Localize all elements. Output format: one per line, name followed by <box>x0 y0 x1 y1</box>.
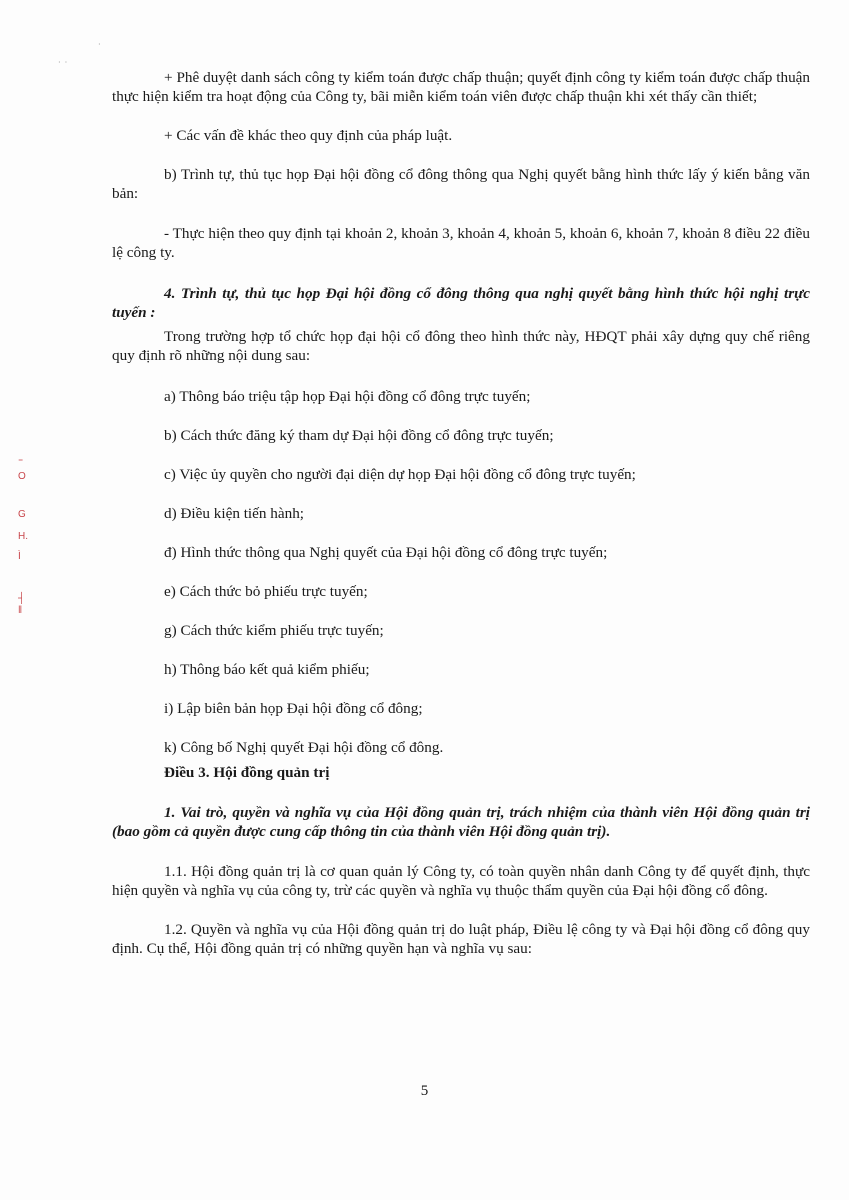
list-item: e) Cách thức bỏ phiếu trực tuyến; <box>164 583 368 600</box>
list-item: a) Thông báo triệu tập họp Đại hội đồng cổ đông trực tuyến; <box>164 388 531 405</box>
paragraph-clause-reference: - Thực hiện theo quy định tại khoản 2, khoản 3, khoản 4, khoản 5, khoản 6, khoản 7, khoản 8 điều 22 điều lệ công ty. <box>112 225 810 261</box>
online-meeting-requirements-list <box>112 387 810 757</box>
paragraph-online-meeting-intro: Trong trường hợp tổ chức họp đại hội cổ đông theo hình thức này, HĐQT phải xây dựng quy chế riêng quy định rõ những nội dung sau: <box>112 328 810 364</box>
paragraph-written-opinion-procedure: b) Trình tự, thủ tục họp Đại hội đồng cổ đông thông qua Nghị quyết bằng hình thức lấy ý kiến bằng văn bản: <box>112 166 810 202</box>
paragraph-other-matters: + Các vấn đề khác theo quy định của pháp luật. <box>164 127 453 144</box>
paragraph-board-rights: 1.2. Quyền và nghĩa vụ của Hội đồng quản trị do luật pháp, Điều lệ công ty và Đại hội đồng cổ đông quy định. Cụ thể, Hội đồng quản trị có những quyền hạn và nghĩa vụ sau: <box>112 921 810 957</box>
page-number: 5 <box>420 1083 429 1099</box>
list-item: i) Lập biên bản họp Đại hội đồng cổ đông; <box>164 700 423 717</box>
document-body <box>112 68 810 958</box>
paragraph-board-definition: 1.1. Hội đồng quản trị là cơ quan quản lý Công ty, có toàn quyền nhân danh Công ty để quyết định, thực hiện quyền và nghĩa vụ của công ty, trừ các quyền và nghĩa vụ thuộc thẩm quyền của Đại hội đồng cổ đông. <box>112 863 810 899</box>
list-item: d) Điều kiện tiến hành; <box>164 505 305 522</box>
list-item: c) Việc ủy quyền cho người đại diện dự họp Đại hội đồng cổ đông trực tuyến; <box>164 466 636 483</box>
article-heading-board: Điều 3. Hội đồng quản trị <box>164 764 330 781</box>
list-item: g) Cách thức kiểm phiếu trực tuyến; <box>164 622 384 639</box>
section-heading-online-meeting: 4. Trình tự, thủ tục họp Đại hội đồng cổ đông thông qua nghị quyết bằng hình thức hội nghị trực tuyến : <box>112 285 810 321</box>
list-item: h) Thông báo kết quả kiểm phiếu; <box>164 661 370 678</box>
list-item: k) Công bố Nghị quyết Đại hội đồng cổ đông. <box>164 739 444 756</box>
scan-artifact: · · <box>58 58 68 67</box>
list-item: đ) Hình thức thông qua Nghị quyết của Đại hội đồng cổ đông trực tuyến; <box>164 544 608 561</box>
list-item: b) Cách thức đăng ký tham dự Đại hội đồng cổ đông trực tuyến; <box>164 427 554 444</box>
document-page: · · · ⁼ O G H. Ì ┤ ‖ + Phê duyệt danh sách công ty kiểm toán được chấp thuận; quyết định công ty kiểm toán được chấp thuận thực hiện kiểm tra hoạt động của Công ty, bãi miễn kiểm toán viên được chấp thuận khi xét thấy cần thiết; + Các vấn đề khác theo quy định của pháp luật. b) Trình tự, thủ tục họp Đại hội đồng cổ đông thông qua Nghị quyết bằng hình thức lấy ý kiến bằng văn bản: - Thực hiện theo quy định tại khoản 2, khoản 3, khoản 4, khoản 5, khoản 6, khoản 7, khoản 8 điều 22 điều lệ công ty. 4. Trình tự, thủ tục họp Đại hội đồng cổ đông thông qua nghị quyết bằng hình thức hội nghị trực tuyến : Trong trường hợp tổ chức họp đại hội cổ đông theo hình thức này, HĐQT phải xây dựng quy chế riêng quy định rõ những nội dung sau: a) Thông báo triệu tập họp Đại hội đồng cổ đông trực tuyến; b) Cách thức đăng ký tham dự Đại hội đồng cổ đông trực tuyến; c) Việc ủy quyền cho người đại diện dự họp Đại hội đồng cổ đông trực tuyến; d) Điều kiện tiến hành; đ) Hình thức thông qua Nghị quyết của Đại hội đồng cổ đông trực tuyến; e) Cách thức bỏ phiếu trực tuyến; g) Cách thức kiểm phiếu trực tuyến; h) Thông báo kết quả kiểm phiếu; i) Lập biên bản họp Đại hội đồng cổ đông; k) Công bố Nghị quyết Đại hội đồng cổ đông. Điều 3. Hội đồng quản trị 1. Vai trò, quyền và nghĩa vụ của Hội đồng quản trị, trách nhiệm của thành viên Hội đồng quản trị (bao gồm cả quyền được cung cấp thông tin của thành viên Hội đồng quản trị). 1.1. Hội đồng quản trị là cơ quan quản lý Công ty, có toàn quyền nhân danh Công ty để quyết định, thực hiện quyền và nghĩa vụ của công ty, trừ các quyền và nghĩa vụ thuộc thẩm quyền của Đại hội đồng cổ đông. 1.2. Quyền và nghĩa vụ của Hội đồng quản trị do luật pháp, Điều lệ công ty và Đại hội đồng cổ đông quy định. Cụ thể, Hội đồng quản trị có những quyền hạn và nghĩa vụ sau: 5 <box>0 0 849 1200</box>
paragraph-audit-approval: + Phê duyệt danh sách công ty kiểm toán được chấp thuận; quyết định công ty kiểm toán được chấp thuận thực hiện kiểm tra hoạt động của Công ty, bãi miễn kiểm toán viên được chấp thuận khi xét thấy cần thiết; <box>112 69 810 105</box>
section-heading-board-role: 1. Vai trò, quyền và nghĩa vụ của Hội đồng quản trị, trách nhiệm của thành viên Hội đồng quản trị (bao gồm cả quyền được cung cấp thông tin của thành viên Hội đồng quản trị). <box>112 804 810 840</box>
scan-artifact: · <box>98 40 101 49</box>
